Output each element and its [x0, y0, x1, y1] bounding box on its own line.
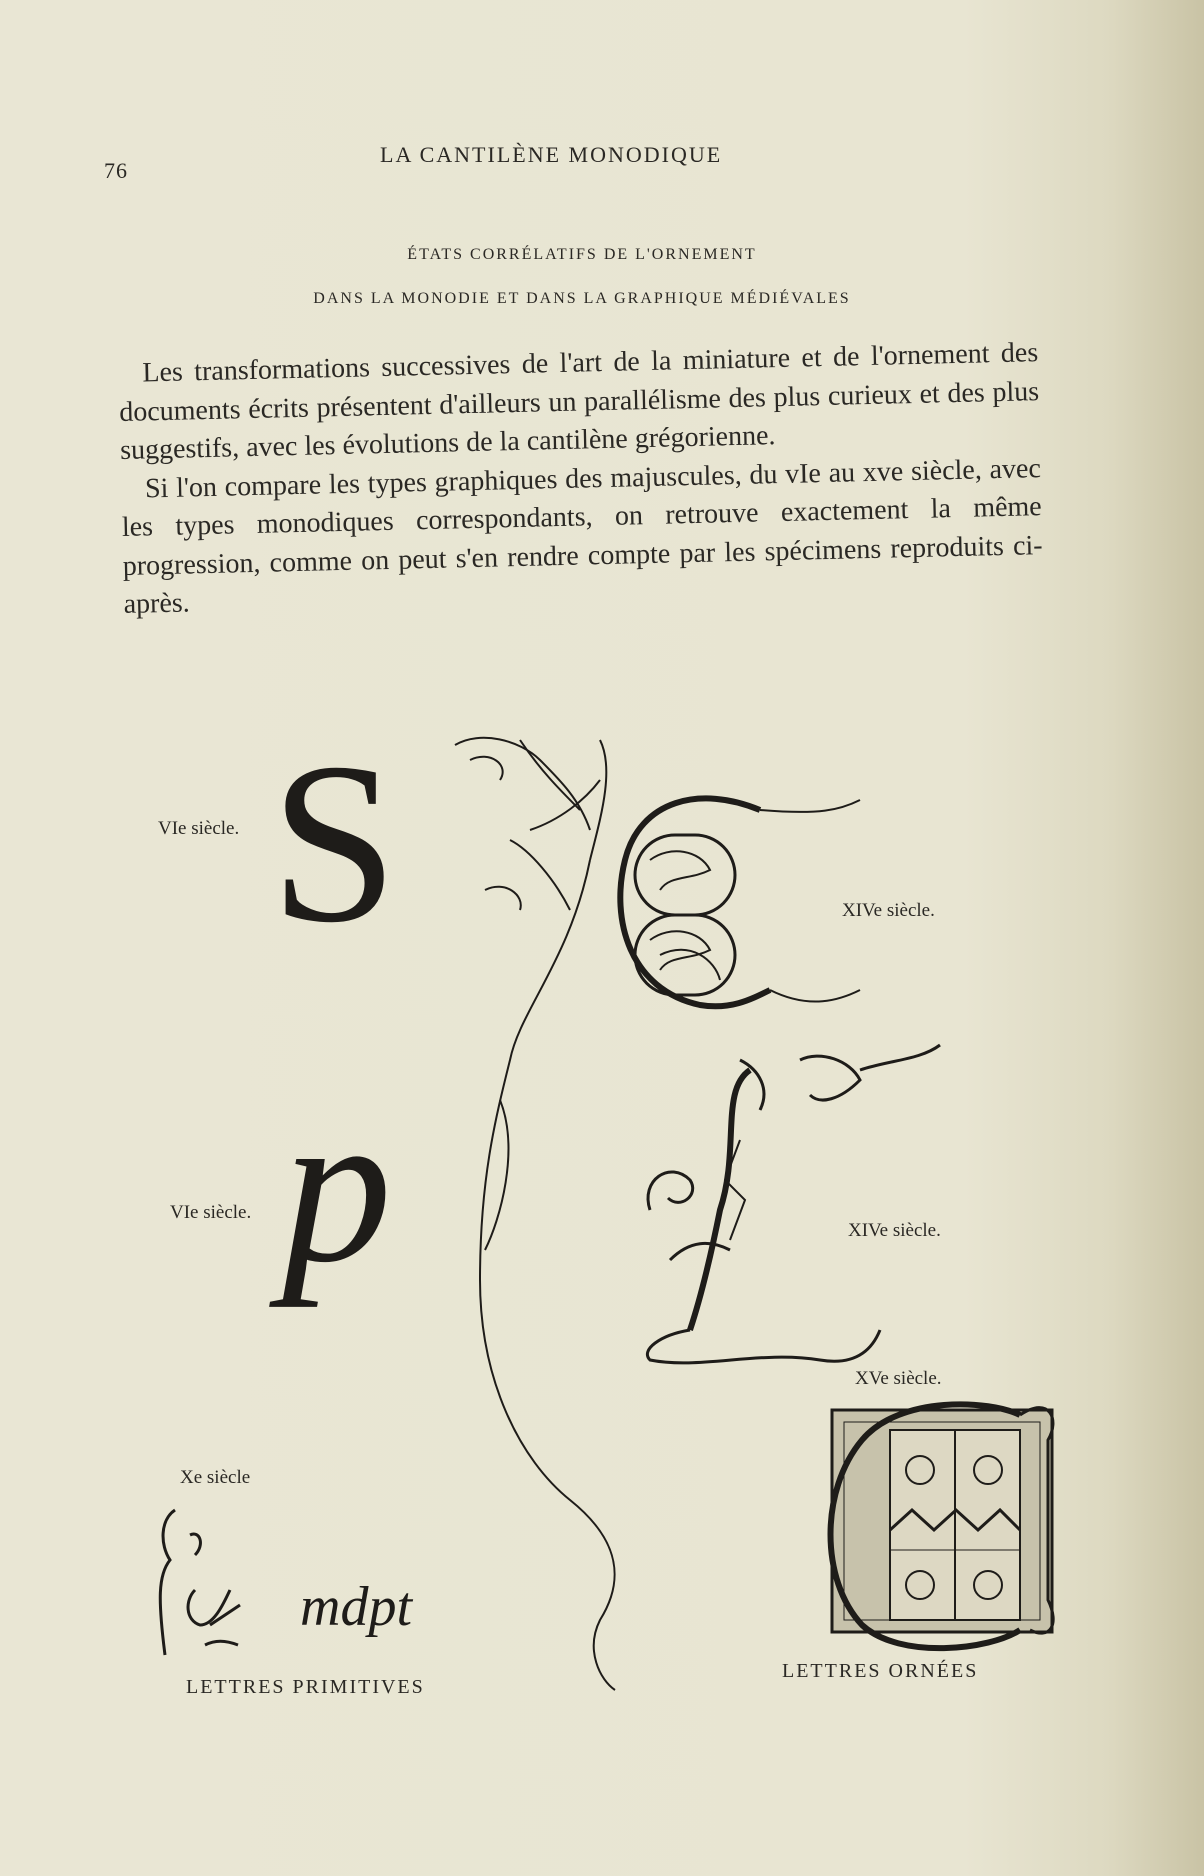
- ornate-l-xiv: [647, 1045, 940, 1363]
- label-neume-x: Xe siècle: [180, 1467, 251, 1488]
- ornate-c-xiv: [455, 738, 860, 1007]
- page-number: 76: [104, 158, 128, 183]
- tendril-ornament: [480, 860, 615, 1690]
- running-title: LA CANTILÈNE MONODIQUE: [380, 142, 723, 167]
- section-heading-line-1: ÉTATS CORRÉLATIFS DE L'ORNEMENT: [407, 246, 757, 263]
- caption-primitive: LETTRES PRIMITIVES: [186, 1676, 425, 1698]
- label-l-xiv: XIVe siècle.: [848, 1220, 941, 1241]
- paragraph-2: Si l'on compare les types graphiques des majuscules, du vIe au xve siècle, avec les types monodiques correspondants, on retrouve exactement la même progression, comme on peut s'en rendre compte par les spécimens reproduits ci-après.: [121, 452, 1043, 620]
- caption-ornate: LETTRES ORNÉES: [782, 1660, 979, 1682]
- letter-s-glyph: S: [270, 715, 398, 970]
- tendril-leaf: [485, 1100, 508, 1250]
- letter-p-glyph: p: [282, 1064, 392, 1308]
- label-p-vi: VIe siècle.: [170, 1202, 252, 1223]
- label-s-vi: VIe siècle.: [158, 818, 240, 839]
- paragraph-1: Les transformations successives de l'art de la miniature et de l'ornement des documents écrits présentent d'ailleurs un parallélisme des plus curieux et des plus suggestifs, avec les évolutions de la cantilène grégorienne.: [118, 337, 1040, 466]
- ornate-c-xv: [831, 1404, 1054, 1648]
- section-heading-line-2: DANS LA MONODIE ET DANS LA GRAPHIQUE MÉDIÉVALES: [313, 290, 851, 307]
- neume-specimen: [160, 1510, 240, 1655]
- neume-text-glyph: mdpt: [300, 1576, 412, 1638]
- label-c-xv: XVe siècle.: [855, 1368, 942, 1389]
- label-c-xiv: XIVe siècle.: [842, 900, 935, 921]
